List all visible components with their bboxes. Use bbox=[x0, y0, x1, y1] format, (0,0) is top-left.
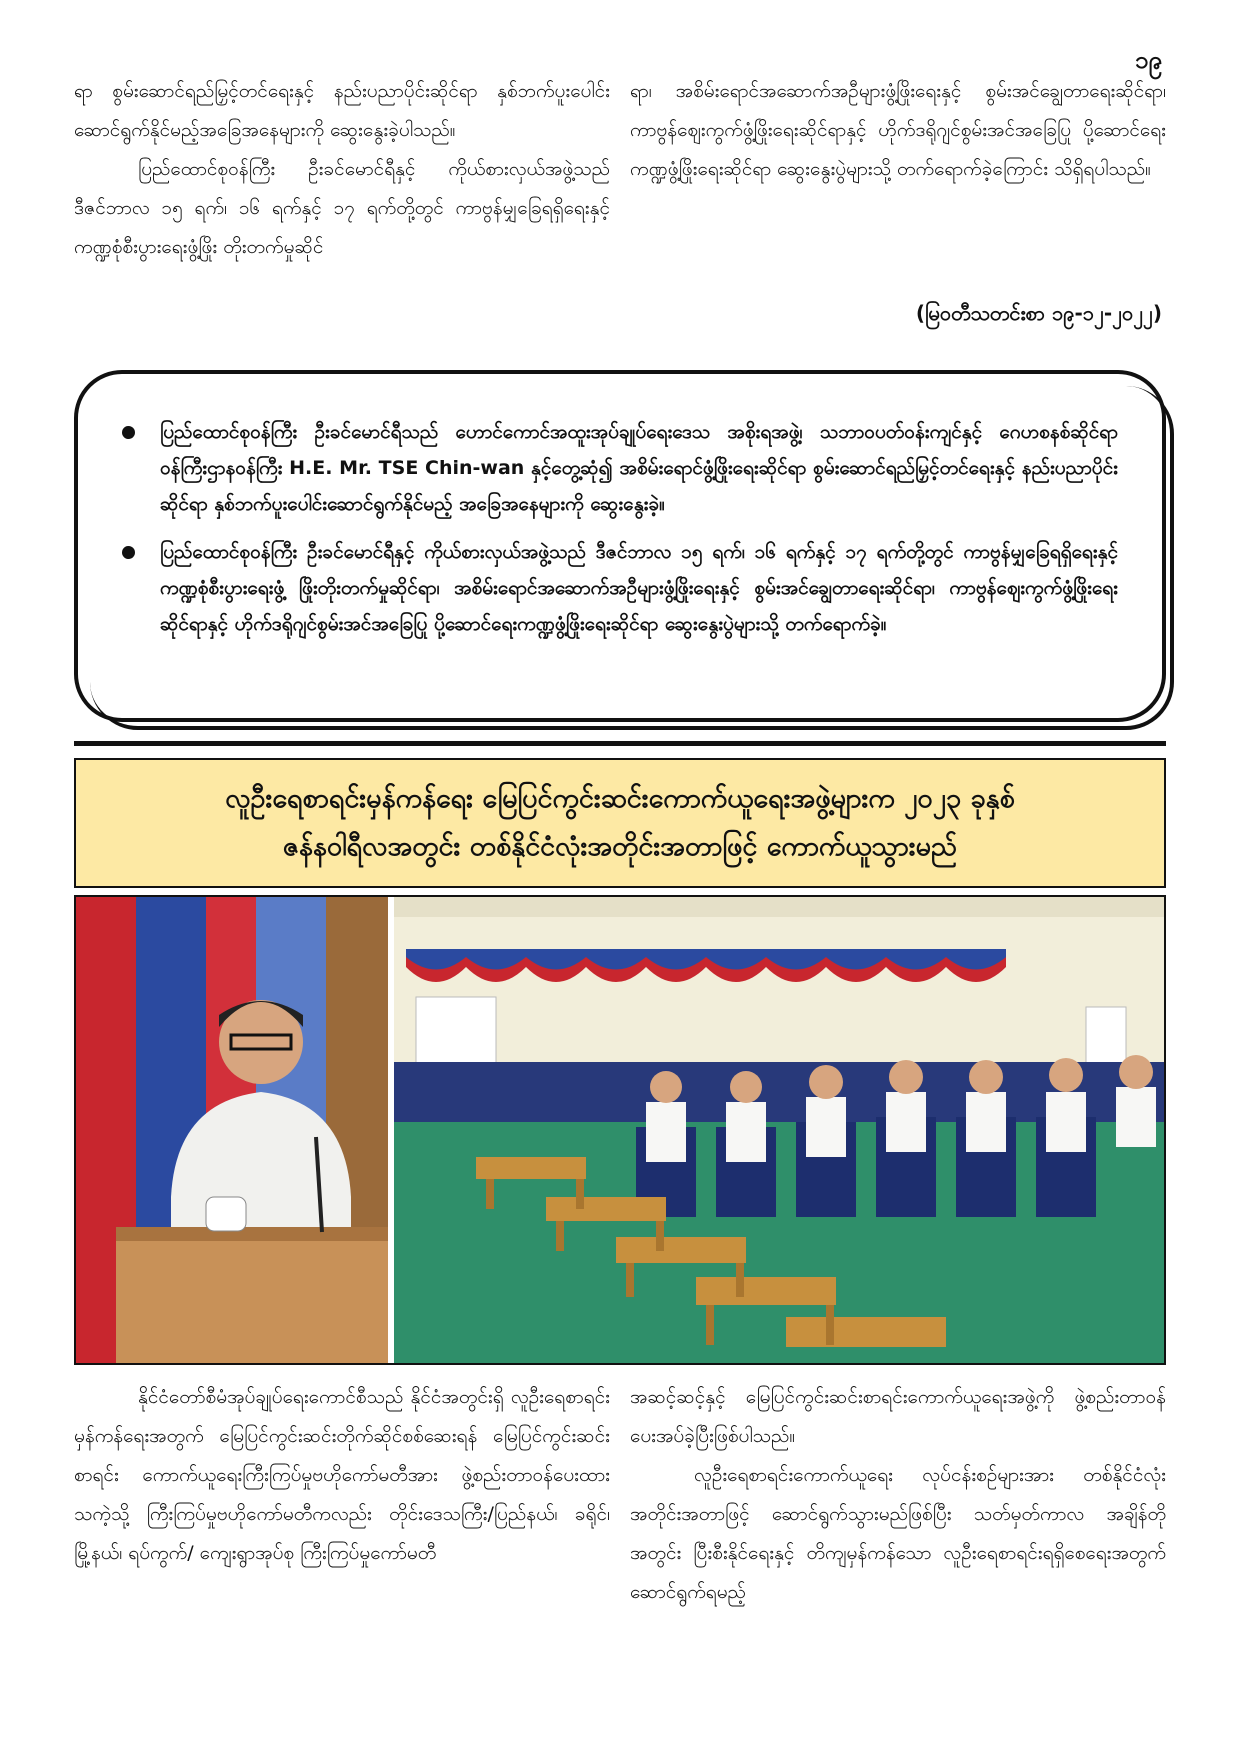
summary-text: ပြည်ထောင်စုဝန်ကြီး ဦးခင်မောင်ရီနှင့် ကိုယ်စားလှယ်အဖွဲ့သည် ဒီဇင်ဘာလ ၁၅ ရက်၊ ၁၆ ရက်နှင့် ၁၇ ရက်တို့တွင် ကာဗွန်မျှခြေရရှိရေးနှင့် ကဏ္ဍစုံစီးပွားရေးဖွံ့ ဖြိုးတိုးတက်မှုဆိုင်ရာ၊ အစိမ်းရောင်အဆောက်အဦများဖွံ့ဖြိုးရေးနှင့် စွမ်းအင်ချွေတာရေးဆိုင်ရာ၊ ကာဗွန်ဈေးကွက်ဖွံ့ဖြိုးရေးဆိုင်ရာနှင့် ဟိုက်ဒရိုဂျင်စွမ်းအင်အခြေပြု ပို့ဆောင်ရေးကဏ္ဍဖွံ့ဖြိုးရေးဆိုင်ရာ ဆွေးနွေးပွဲများသို့ တက်ရောက်ခဲ့။ bbox=[160, 541, 1118, 635]
bullet-icon bbox=[122, 426, 135, 439]
top-right-column bbox=[630, 72, 1166, 189]
bottom-right-column bbox=[630, 1378, 1166, 1612]
top-left-column bbox=[74, 72, 610, 267]
bullet-icon bbox=[122, 546, 135, 559]
summary-list bbox=[122, 414, 1118, 642]
page-number: ၁၉ bbox=[1135, 46, 1162, 74]
paragraph: နိုင်ငံတော်စီမံအုပ်ချုပ်ရေးကောင်စီသည် နိုင်ငံအတွင်းရှိ လူဦးရေစာရင်း မှန်ကန်ရေးအတွက် မြေပြင်ကွင်းဆင်းတိုက်ဆိုင်စစ်ဆေးရန် မြေပြင်ကွင်းဆင်းစာရင်း ကောက်ယူရေးကြီးကြပ်မှုဗဟိုကော်မတီအား ဖွဲ့စည်းတာဝန်ပေးထားသကဲ့သို့ ကြီးကြပ်မှုဗဟိုကော်မတီကလည်း တိုင်းဒေသကြီး/ပြည်နယ်၊ ခရိုင်၊ မြို့နယ်၊ ရပ်ကွက်/ ကျေးရွာအုပ်စု ကြီးကြပ်မှုကော်မတီ bbox=[74, 1386, 610, 1564]
paragraph: လူဦးရေစာရင်းကောက်ယူရေး လုပ်ငန်းစဉ်များအား တစ်နိုင်ငံလုံးအတိုင်းအတာဖြင့် ဆောင်ရွက်သွားမည်ဖြစ်ပြီး သတ်မှတ်ကာလ အချိန်တိုအတွင်း ပြီးစီးနိုင်ရေးနှင့် တိကျမှန်ကန်သော လူဦးရေစာရင်းရရှိစေရေးအတွက် ဆောင်ရွက်ရမည့် bbox=[630, 1464, 1166, 1603]
bottom-left-column bbox=[74, 1378, 610, 1573]
meeting-photo-illustration bbox=[76, 897, 1164, 1363]
audience-panel bbox=[394, 897, 1164, 1363]
summary-box bbox=[74, 370, 1166, 722]
paragraph: ရာ၊ အစိမ်းရောင်အဆောက်အဦများဖွံ့ဖြိုးရေးနှင့် စွမ်းအင်ချွေတာရေးဆိုင်ရာ၊ ကာဗွန်ဈေးကွက်ဖွံ့ဖြိုးရေးဆိုင်ရာနှင့် ဟိုက်ဒရိုဂျင်စွမ်းအင်အခြေပြု ပို့ဆောင်ရေးကဏ္ဍဖွံ့ဖြိုးရေးဆိုင်ရာ ဆွေးနွေးပွဲများသို့ တက်ရောက်ခဲ့ကြောင်း သိရှိရပါသည်။ bbox=[630, 80, 1166, 180]
paragraph: ရာ စွမ်းဆောင်ရည်မြှင့်တင်ရေးနှင့် နည်းပညာပိုင်းဆိုင်ရာ နှစ်ဘက်ပူးပေါင်းဆောင်ရွက်နိုင်မည့်အခြေအနေများကို ဆွေးနွေးခဲ့ပါသည်။ bbox=[74, 80, 610, 141]
paragraph: ပြည်ထောင်စုဝန်ကြီး ဦးခင်မောင်ရီနှင့် ကိုယ်စားလှယ်အဖွဲ့သည် ဒီဇင်ဘာလ ၁၅ ရက်၊ ၁၆ ရက်နှင့် ၁၇ ရက်တို့တွင် ကာဗွန်မျှခြေရရှိရေးနှင့် ကဏ္ဍစုံစီးပွားရေးဖွံ့ဖြိုး တိုးတက်မှုဆိုင် bbox=[74, 158, 610, 258]
summary-point bbox=[122, 534, 1118, 642]
meeting-photo bbox=[74, 895, 1166, 1365]
summary-point bbox=[122, 414, 1118, 522]
paragraph: အဆင့်ဆင့်နှင့် မြေပြင်ကွင်းဆင်းစာရင်းကောက်ယူရေးအဖွဲ့ကို ဖွဲ့စည်းတာဝန်ပေးအပ်ခဲ့ပြီးဖြစ်ပါသည်။ bbox=[630, 1386, 1166, 1447]
summary-text: ပြည်ထောင်စုဝန်ကြီး ဦးခင်မောင်ရီသည် ဟောင်ကောင်အထူးအုပ်ချုပ်ရေးဒေသ အစိုးရအဖွဲ့၊ သဘာဝပတ်ဝန်းကျင်နှင့် ဂေဟစနစ်ဆိုင်ရာဝန်ကြီးဌာနဝန်ကြီး H.E. Mr. TSE Chin-wan နှင့်တွေ့ဆုံ၍ အစိမ်းရောင်ဖွံ့ဖြိုးရေးဆိုင်ရာ စွမ်းဆောင်ရည်မြှင့်တင်ရေးနှင့် နည်းပညာပိုင်းဆိုင်ရာ နှစ်ဘက်ပူးပေါင်းဆောင်ရွက်နိုင်မည့် အခြေအနေများကို ဆွေးနွေးခဲ့။ bbox=[160, 421, 1118, 515]
headline-line: လူဦးရေစာရင်းမှန်ကန်ရေး မြေပြင်ကွင်းဆင်းကောက်ယူရေးအဖွဲ့များက ၂၀၂၃ ခုနှစ် bbox=[225, 783, 1015, 814]
speaker-panel bbox=[76, 897, 388, 1363]
headline-line: ဇန်နဝါရီလအတွင်း တစ်နိုင်ငံလုံးအတိုင်းအတာဖြင့် ကောက်ယူသွားမည် bbox=[282, 831, 958, 862]
article-headline bbox=[74, 758, 1166, 888]
section-divider bbox=[74, 741, 1166, 746]
source-citation: (မြဝတီသတင်းစာ ၁၉-၁၂-၂၀၂၂) bbox=[915, 301, 1162, 325]
